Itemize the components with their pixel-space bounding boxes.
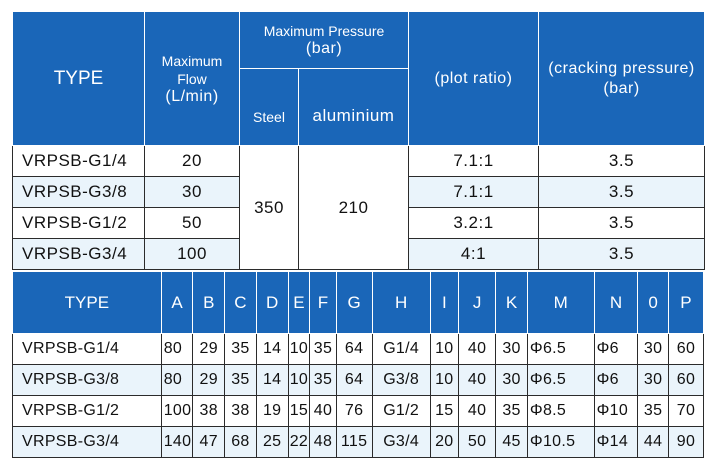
ratio-cell: 4:1 <box>409 239 539 270</box>
dimension-cell-n: Φ10 <box>594 396 638 427</box>
type-cell: VRPSB-G1/2 <box>13 396 162 427</box>
dimension-cell-k: 35 <box>496 396 528 427</box>
dimension-cell-d: 14 <box>256 365 288 396</box>
dimension-cell-h: G1/2 <box>372 396 430 427</box>
dimension-cell-e: 10 <box>288 365 310 396</box>
max-flow-header <box>145 12 240 146</box>
dimension-cell-c: 35 <box>225 365 257 396</box>
dimension-cell-p: 70 <box>668 396 703 427</box>
dimension-cell-k: 30 <box>496 365 528 396</box>
dimension-cell-f: 40 <box>310 396 336 427</box>
pressure-steel-cell: 350 <box>240 146 299 270</box>
cracking-pressure-unit: (bar) <box>603 79 640 97</box>
max-pressure-header <box>240 12 409 69</box>
dimension-cell-f: 48 <box>310 427 336 458</box>
aluminium-header: aluminium <box>299 69 409 146</box>
dimension-cell-i: 20 <box>430 427 458 458</box>
cracking-cell: 3.5 <box>539 208 705 239</box>
flow-cell: 20 <box>145 146 240 177</box>
dimension-cell-m: Φ6.5 <box>527 365 594 396</box>
cracking-cell: 3.5 <box>539 177 705 208</box>
table-row <box>13 334 704 365</box>
dimension-cell-e: 15 <box>288 396 310 427</box>
dimension-cell-m: Φ6.5 <box>527 334 594 365</box>
type-cell: VRPSB-G1/4 <box>13 334 162 365</box>
dimension-cell-g: 76 <box>336 396 372 427</box>
type-cell: VRPSB-G3/4 <box>13 239 145 270</box>
dimension-cell-m: Φ10.5 <box>527 427 594 458</box>
cracking-pressure-label: (cracking pressure) <box>548 59 695 77</box>
type-cell: VRPSB-G1/4 <box>13 146 145 177</box>
dimension-table <box>12 271 704 458</box>
pressure-spec-table <box>12 11 705 270</box>
max-pressure-label: Maximum Pressure <box>263 23 385 39</box>
dimension-cell-n: Φ14 <box>594 427 638 458</box>
max-flow-unit: (L/min) <box>165 87 219 105</box>
dimension-cell-g: 64 <box>336 365 372 396</box>
dimension-header-a: A <box>161 272 193 334</box>
dimension-header-k: K <box>496 272 528 334</box>
type-header: TYPE <box>13 12 145 146</box>
ratio-cell: 7.1:1 <box>409 146 539 177</box>
dimension-cell-b: 47 <box>193 427 225 458</box>
dimension-header-row <box>13 272 704 334</box>
cracking-cell: 3.5 <box>539 239 705 270</box>
dimension-cell-e: 10 <box>288 334 310 365</box>
dimension-cell-b: 29 <box>193 334 225 365</box>
dimension-header-m: M <box>527 272 594 334</box>
type-cell: VRPSB-G1/2 <box>13 208 145 239</box>
table-row <box>13 365 704 396</box>
dimension-cell-p: 60 <box>668 365 703 396</box>
flow-cell: 50 <box>145 208 240 239</box>
dimension-header-p: P <box>668 272 703 334</box>
dimension-cell-j: 40 <box>459 396 496 427</box>
ratio-cell: 7.1:1 <box>409 177 539 208</box>
dimension-cell-i: 10 <box>430 365 458 396</box>
max-pressure-unit: (bar) <box>305 40 343 57</box>
ratio-cell: 3.2:1 <box>409 208 539 239</box>
pressure-aluminium-cell: 210 <box>299 146 409 270</box>
dimension-cell-n: Φ6 <box>594 334 638 365</box>
dimension-cell-c: 35 <box>225 334 257 365</box>
type-cell: VRPSB-G3/8 <box>13 365 162 396</box>
dimension-cell-0: 30 <box>638 365 669 396</box>
dimension-cell-e: 22 <box>288 427 310 458</box>
dimension-cell-0: 30 <box>638 334 669 365</box>
type-cell: VRPSB-G3/8 <box>13 177 145 208</box>
dimension-cell-h: G1/4 <box>372 334 430 365</box>
dimension-cell-i: 15 <box>430 396 458 427</box>
dimension-cell-h: G3/8 <box>372 365 430 396</box>
flow-cell: 30 <box>145 177 240 208</box>
dimension-header-j: J <box>459 272 496 334</box>
table-row <box>13 427 704 458</box>
dimension-cell-i: 10 <box>430 334 458 365</box>
dimension-cell-h: G3/4 <box>372 427 430 458</box>
dimension-cell-0: 44 <box>638 427 669 458</box>
dimension-cell-0: 35 <box>638 396 669 427</box>
dimension-cell-g: 64 <box>336 334 372 365</box>
dimension-cell-p: 60 <box>668 334 703 365</box>
dimension-cell-f: 35 <box>310 334 336 365</box>
dimension-cell-j: 40 <box>459 365 496 396</box>
dimension-header-g: G <box>336 272 372 334</box>
dimension-header-h: H <box>372 272 430 334</box>
cracking-cell: 3.5 <box>539 146 705 177</box>
dimension-cell-j: 50 <box>459 427 496 458</box>
max-flow-label-1: Maximum <box>161 52 223 69</box>
table-row <box>13 146 705 177</box>
dimension-cell-f: 35 <box>310 365 336 396</box>
dimension-cell-d: 19 <box>256 396 288 427</box>
dimension-cell-a: 80 <box>161 365 193 396</box>
dimension-header-e: E <box>288 272 310 334</box>
dimension-cell-g: 115 <box>336 427 372 458</box>
type-cell: VRPSB-G3/4 <box>13 427 162 458</box>
dimension-cell-b: 29 <box>193 365 225 396</box>
dimension-cell-a: 140 <box>161 427 193 458</box>
max-flow-label-2: Flow <box>177 70 207 87</box>
dimension-cell-c: 68 <box>225 427 257 458</box>
dimension-cell-a: 80 <box>161 334 193 365</box>
flow-cell: 100 <box>145 239 240 270</box>
dimension-cell-j: 40 <box>459 334 496 365</box>
dimension-header-b: B <box>193 272 225 334</box>
dimension-cell-d: 25 <box>256 427 288 458</box>
type-header: TYPE <box>13 272 162 334</box>
dimension-cell-c: 38 <box>225 396 257 427</box>
table-row <box>13 396 704 427</box>
dimension-cell-k: 45 <box>496 427 528 458</box>
dimension-cell-a: 100 <box>161 396 193 427</box>
steel-header: Steel <box>240 69 299 146</box>
dimension-cell-m: Φ8.5 <box>527 396 594 427</box>
dimension-cell-d: 14 <box>256 334 288 365</box>
dimension-cell-p: 90 <box>668 427 703 458</box>
dimension-header-n: N <box>594 272 638 334</box>
dimension-header-d: D <box>256 272 288 334</box>
dimension-cell-k: 30 <box>496 334 528 365</box>
dimension-cell-n: Φ6 <box>594 365 638 396</box>
plot-ratio-header: (plot ratio) <box>409 12 539 146</box>
dimension-header-c: C <box>225 272 257 334</box>
dimension-cell-b: 38 <box>193 396 225 427</box>
dimension-header-f: F <box>310 272 336 334</box>
cracking-pressure-header <box>539 12 705 146</box>
dimension-header-i: I <box>430 272 458 334</box>
dimension-header-0: 0 <box>638 272 669 334</box>
